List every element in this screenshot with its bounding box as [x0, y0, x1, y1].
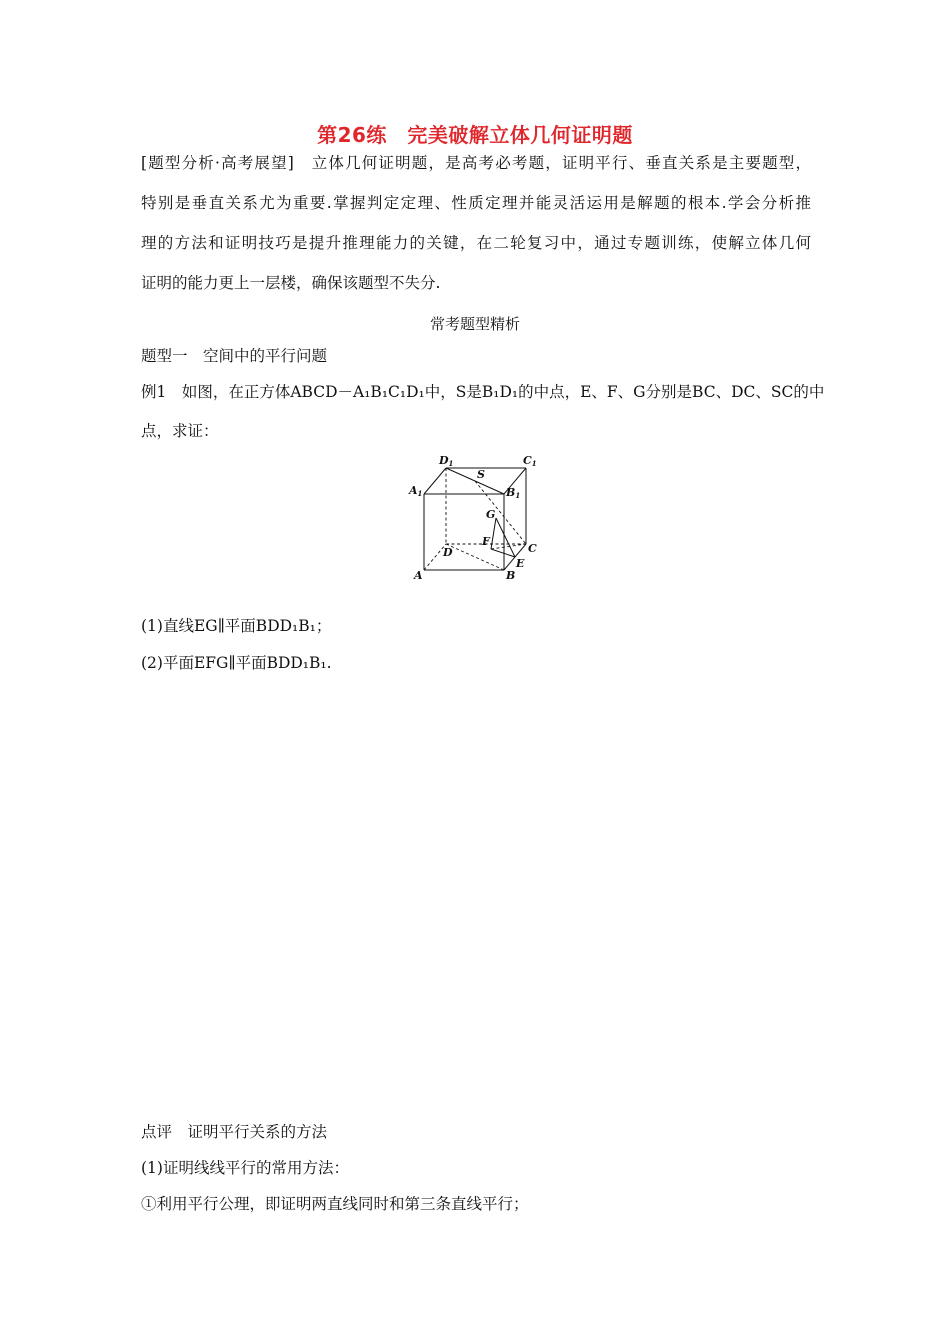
label-f: F: [482, 535, 490, 548]
label-d: D: [443, 546, 453, 559]
comment-heading: 点评 证明平行关系的方法: [141, 1123, 328, 1141]
intro-line-1: [题型分析·高考展望] 立体几何证明题，是高考必考题，证明平行、垂直关系是主要题型，: [141, 154, 811, 172]
label-c1: C1: [523, 454, 537, 468]
intro-line-3: 理的方法和证明技巧是提升推理能力的关键，在二轮复习中，通过专题训练，使解立体几何: [141, 234, 811, 252]
page-title: 第26练 完美破解立体几何证明题: [317, 123, 633, 147]
label-b: B: [506, 569, 516, 582]
label-g: G: [486, 508, 496, 521]
comment-line-1: (1)证明线线平行的常用方法：: [141, 1159, 349, 1177]
label-s: S: [477, 468, 485, 481]
label-e: E: [516, 557, 525, 570]
question-1: (1)直线EG∥平面BDD₁B₁；: [141, 617, 332, 635]
example-line-2: 点，求证：: [141, 422, 219, 440]
question-2: (2)平面EFG∥平面BDD₁B₁.: [141, 654, 332, 672]
example-line-1: 例1 如图，在正方体ABCD－A₁B₁C₁D₁中，S是B₁D₁的中点，E、F、G分别是BC、DC、SC的中: [141, 383, 825, 401]
cube-figure: [405, 452, 553, 584]
cube-diagram: [405, 452, 553, 584]
label-d1: D1: [439, 454, 454, 468]
label-c: C: [528, 542, 537, 555]
section-heading: 常考题型精析: [429, 315, 520, 333]
label-b1: B1: [506, 486, 521, 500]
label-a1: A1: [409, 484, 423, 498]
intro-line-4: 证明的能力更上一层楼，确保该题型不失分.: [141, 274, 441, 292]
intro-line-2: 特别是垂直关系尤为重要.掌握判定定理、性质定理并能灵活运用是解题的根本.学会分析推: [141, 194, 811, 212]
type-heading: 题型一 空间中的平行问题: [141, 347, 328, 365]
comment-line-2: ①利用平行公理，即证明两直线同时和第三条直线平行；: [141, 1195, 529, 1213]
edge-a1d1: [424, 468, 446, 494]
diagonal-bd-hidden: [446, 544, 504, 570]
label-a: A: [414, 569, 423, 582]
